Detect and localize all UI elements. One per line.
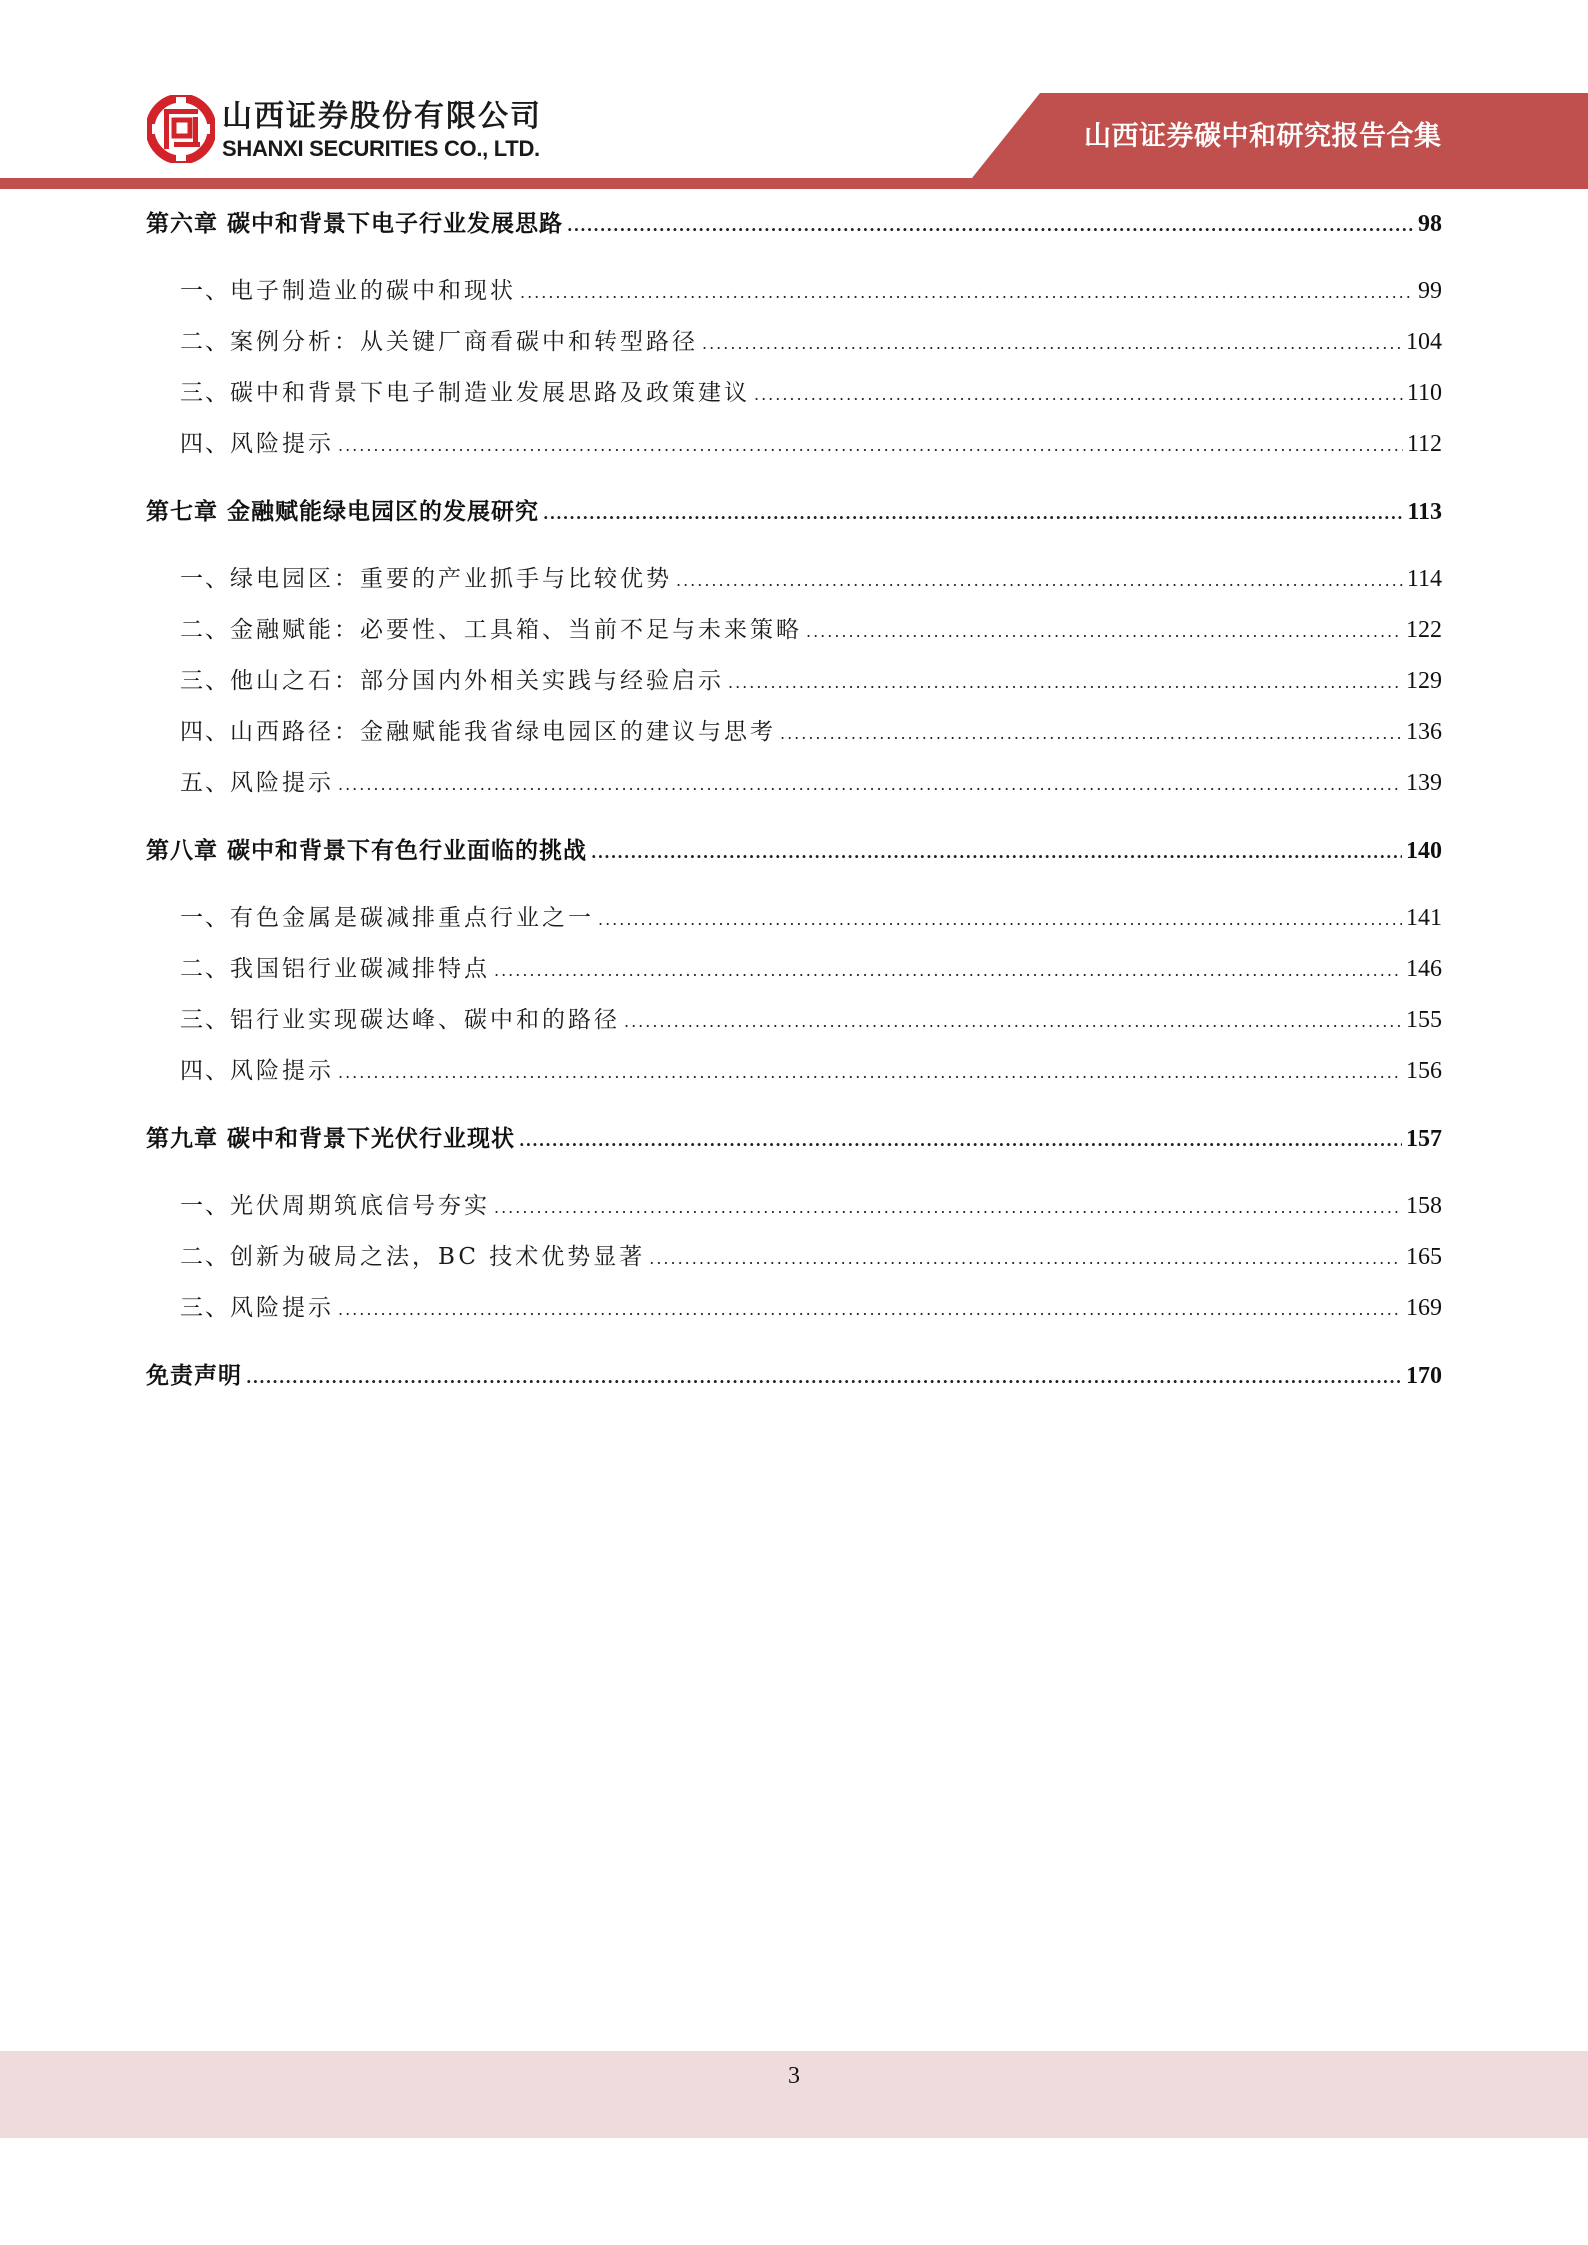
- toc-section-title: 金融赋能：必要性、工具箱、当前不足与未来策略: [230, 617, 802, 643]
- toc-section[interactable]: [180, 1187, 1442, 1220]
- toc-page-number: 114: [1406, 566, 1442, 592]
- toc-page-number: 110: [1406, 380, 1442, 406]
- toc-section-index: 四、: [180, 1058, 230, 1084]
- toc-page-number: 122: [1406, 617, 1442, 643]
- toc-page-number: 169: [1406, 1295, 1442, 1321]
- toc-section[interactable]: [180, 272, 1442, 305]
- dot-leader: [649, 1249, 1402, 1268]
- toc-section-title: 风险提示: [230, 770, 334, 796]
- toc-section-title: 电子制造业的碳中和现状: [230, 278, 516, 304]
- toc-page-number: 165: [1406, 1244, 1442, 1270]
- toc-chapter-7[interactable]: [146, 493, 1442, 526]
- dot-leader: [676, 571, 1403, 590]
- toc-chapter-title: 第九章 碳中和背景下光伏行业现状: [146, 1126, 516, 1152]
- toc-section[interactable]: [180, 1001, 1442, 1034]
- toc-section[interactable]: [180, 323, 1442, 356]
- toc-section-index: 五、: [180, 770, 230, 796]
- toc-chapter-8[interactable]: [146, 832, 1442, 865]
- toc-page-number: 170: [1406, 1363, 1442, 1389]
- toc-section-index: 三、: [180, 380, 230, 406]
- toc-section[interactable]: [180, 1238, 1442, 1271]
- dot-leader: [338, 775, 1402, 794]
- toc-section-index: 四、: [180, 431, 230, 457]
- toc-page-number: 140: [1406, 838, 1442, 864]
- toc-section[interactable]: [180, 425, 1442, 458]
- shanxi-securities-logo-icon: [147, 95, 215, 163]
- toc-section-title: 铝行业实现碳达峰、碳中和的路径: [230, 1007, 620, 1033]
- toc-chapter-title: 第八章 碳中和背景下有色行业面临的挑战: [146, 838, 588, 864]
- toc-section-index: 四、: [180, 719, 230, 745]
- toc-page-number: 129: [1406, 668, 1442, 694]
- toc-section[interactable]: [180, 1289, 1442, 1322]
- page-number: 3: [788, 2063, 800, 2089]
- dot-leader: [598, 910, 1402, 929]
- report-collection-title: 山西证券碳中和研究报告合集: [1084, 121, 1442, 152]
- toc-page-number: 136: [1406, 719, 1442, 745]
- header-banner-shape: [0, 0, 1588, 190]
- toc-section-title: 风险提示: [230, 431, 334, 457]
- toc-section[interactable]: [180, 560, 1442, 593]
- toc-section[interactable]: [180, 611, 1442, 644]
- toc-section-title: 创新为破局之法，BC 技术优势显著: [230, 1244, 646, 1270]
- page-header: [0, 0, 1588, 190]
- toc-disclaimer[interactable]: [146, 1357, 1442, 1390]
- toc-section-title: 风险提示: [230, 1058, 334, 1084]
- toc-section[interactable]: [180, 374, 1442, 407]
- dot-leader: [338, 436, 1403, 455]
- dot-leader: [780, 724, 1402, 743]
- dot-leader: [494, 1198, 1402, 1217]
- toc-page-number: 99: [1418, 278, 1442, 304]
- toc-section-index: 二、: [180, 1244, 230, 1270]
- dot-leader: [624, 1012, 1402, 1031]
- toc-chapter-6[interactable]: [146, 205, 1442, 238]
- toc-page-number: 155: [1406, 1007, 1442, 1033]
- dot-leader: [702, 334, 1402, 353]
- toc-section-index: 三、: [180, 1295, 230, 1321]
- toc-section-title: 案例分析：从关键厂商看碳中和转型路径: [230, 329, 698, 355]
- toc-page-number: 157: [1406, 1126, 1442, 1152]
- company-name-cn: 山西证券股份有限公司: [222, 99, 542, 134]
- dot-leader: [494, 961, 1402, 980]
- dot-leader: [338, 1300, 1402, 1319]
- dot-leader: [519, 1131, 1402, 1150]
- toc-section-title: 绿电园区：重要的产业抓手与比较优势: [230, 566, 672, 592]
- toc-section[interactable]: [180, 899, 1442, 932]
- dot-leader: [338, 1063, 1402, 1082]
- toc-page-number: 141: [1406, 905, 1442, 931]
- toc-section-index: 二、: [180, 329, 230, 355]
- toc-section-index: 三、: [180, 1007, 230, 1033]
- dot-leader: [806, 622, 1402, 641]
- company-name-en: SHANXI SECURITIES CO., LTD.: [222, 136, 540, 161]
- toc-page-number: 156: [1406, 1058, 1442, 1084]
- toc-page-number: 139: [1406, 770, 1442, 796]
- page-footer: [0, 2051, 1588, 2138]
- toc-page-number: 104: [1406, 329, 1442, 355]
- toc-section[interactable]: [180, 1052, 1442, 1085]
- toc-chapter-title: 第七章 金融赋能绿电园区的发展研究: [146, 499, 540, 525]
- toc-page-number: 146: [1406, 956, 1442, 982]
- toc-section[interactable]: [180, 662, 1442, 695]
- toc-chapter-title: 免责声明: [146, 1363, 242, 1389]
- toc-section-title: 他山之石：部分国内外相关实践与经验启示: [230, 668, 724, 694]
- dot-leader: [728, 673, 1402, 692]
- toc-chapter-9[interactable]: [146, 1120, 1442, 1153]
- toc-page-number: 98: [1418, 211, 1442, 237]
- toc-section[interactable]: [180, 713, 1442, 746]
- dot-leader: [567, 216, 1414, 235]
- dot-leader: [754, 385, 1403, 404]
- toc-section-index: 一、: [180, 278, 230, 304]
- toc-page-number: 112: [1406, 431, 1442, 457]
- toc-section-index: 一、: [180, 566, 230, 592]
- dot-leader: [543, 504, 1403, 523]
- dot-leader: [246, 1368, 1402, 1387]
- toc-chapter-title: 第六章 碳中和背景下电子行业发展思路: [146, 211, 564, 237]
- toc-section-index: 一、: [180, 905, 230, 931]
- dot-leader: [520, 283, 1414, 302]
- toc-page-number: 158: [1406, 1193, 1442, 1219]
- toc-section[interactable]: [180, 764, 1442, 797]
- toc-section-title: 碳中和背景下电子制造业发展思路及政策建议: [230, 380, 750, 406]
- toc-section-title: 山西路径：金融赋能我省绿电园区的建议与思考: [230, 719, 776, 745]
- toc-section-index: 二、: [180, 956, 230, 982]
- toc-section-title: 风险提示: [230, 1295, 334, 1321]
- toc-section-title: 有色金属是碳减排重点行业之一: [230, 905, 594, 931]
- dot-leader: [591, 843, 1402, 862]
- toc-page-number: 113: [1407, 499, 1442, 525]
- toc-section-title: 光伏周期筑底信号夯实: [230, 1193, 490, 1219]
- toc-section-title: 我国铝行业碳减排特点: [230, 956, 490, 982]
- toc-section[interactable]: [180, 950, 1442, 983]
- toc-section-index: 三、: [180, 668, 230, 694]
- toc-section-index: 一、: [180, 1193, 230, 1219]
- toc-section-index: 二、: [180, 617, 230, 643]
